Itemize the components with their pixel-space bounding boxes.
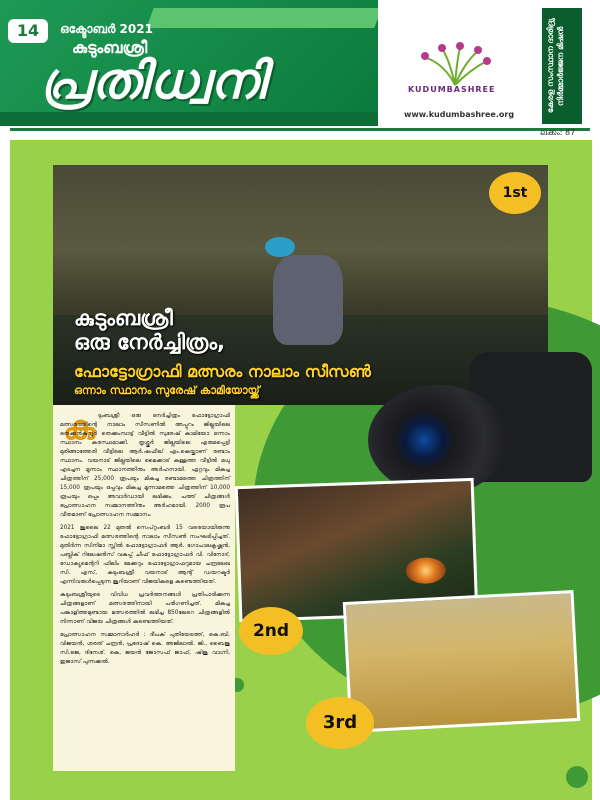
article-paragraph: പ്രോത്സാഹന സമ്മാനാർഹർ : ദീപക് പുതിയേടത്ത്, കെ.ബി. വിജയൻ, ശരത് ചന്ദ്രൻ, പ്രദോഷ് കെ. അജിലാൽ. ജി., ബൈജു സി.ജെ, ദിനേശ്. കെ, ജയൻ ജോസഫ് ജാഫ്, ഷിജു വാഗ്നി, ഇജാസ് പുന്നക്കൽ. xyxy=(60,632,230,665)
article-paragraph: 2021 ജൂലൈ 22 മുതൽ സെപ്റ്റംബർ 15 വരെയായിരുന്നു ഫോട്ടോഗ്രാഫി മത്സരത്തിന്റെ നാലാം സീസൺ സംഘടിപ്പിച്ചത്. മുതിർന്ന സിനിമാ സ്റ്റിൽ ഫോട്ടോഗ്രാഫർ ആർ. ഗോപാലകൃഷ്ണൻ, പബ്ലിക് റിലേഷൻസ് വകുപ്പ് ചീഫ് ഫോട്ടോഗ്രാഫർ വി. വിനോദ്, ഡോക്യുമെന്ററി ഫിലിം മേക്കറും ഫോട്ടോഗ്രാഫറുമായ ചന്ദ്രലേഖ സി. എസ്, കുടുംബശ്രീ വയനാട് ആന്റ് ഡയറക്ടർ എന്നിവരുൾപ്പെടുന്ന ജൂറിയാണ് വിജയികളെ കണ്ടെത്തിയത്. xyxy=(60,525,230,585)
third-place-badge: 3rd xyxy=(306,697,374,749)
second-place-badge: 2nd xyxy=(239,607,303,655)
photo-worker xyxy=(273,255,343,345)
first-place-badge: 1st xyxy=(489,172,541,214)
decor-dot xyxy=(566,766,588,788)
kudumbashree-logo-icon xyxy=(415,40,495,90)
brand-name: കുടുംബശ്രീ xyxy=(72,38,148,57)
headline-subtitle: ഫോട്ടോഗ്രാഫി മത്സരം നാലാം സീസൺ xyxy=(74,362,371,381)
article-paragraph: കുടുംബശ്രീയുടെ വിവിധ പ്രവർത്തനങ്ങൾ പ്രതിപാദിക്കുന്ന ചിത്രങ്ങളാണ് മത്സരത്തിനായി പരിഗണിച്ചത്. മികച്ച പങ്കാളിത്തമുണ്ടായ മത്സരത്തിൽ ലഭിച്ച 850ലേറെ ചിത്രങ്ങളിൽ നിന്നാണ് വിജയ ചിത്രങ്ങൾ കണ്ടെത്തിയത്. xyxy=(60,592,230,625)
page-number: 14 xyxy=(8,19,48,43)
winner-line: ഒന്നാം സ്ഥാനം സുരേഷ് കാമിയോയ്ക്ക് xyxy=(74,384,260,397)
drop-cap: കു xyxy=(63,408,95,448)
header-accent-strip xyxy=(146,8,381,28)
header-rule xyxy=(10,128,590,131)
headline-line2: ഒരു നേർച്ചിത്രം, xyxy=(74,330,225,354)
masthead-title: പ്രതിധ്വനി xyxy=(40,52,266,110)
photo-fire xyxy=(405,557,446,584)
article-paragraph: ടുംബശ്രീ ഒരു നേർച്ചിത്രം ഫോട്ടോഗ്രാഫി മത്സരത്തിന്റെ നാലാം സീസണിൽ അപ്പുറം ജില്ലയിലെ തെക്കൻകുറ്റൂർ തെക്കുംമ്പാട്ട് വീട്ടിൽ സുരേഷ് കാമിയോ ഒന്നാം സ്ഥാനം കരസ്ഥമാക്കി. തൃശ്ശൂർ ജില്ലയിലെ എരുമപ്പെട്ടി മുരിങ്ങാത്തേരി വീട്ടിലെ ആർ.ഷഫീഖ് എം.കെയ്ക്കാണ് രണ്ടാം സ്ഥാനം. വയനാട് ജില്ലയിലെ മൈക്കാട് കുള്ളത്ത വീട്ടിൽ മധു എടച്ചന മൂന്നാം സ്ഥാനത്തിനും അർഹനായി. ഏറ്റവും മികച്ച ചിത്രത്തിന് 25,000 രൂപയും മികച്ച രണ്ടാമത്തെ ചിത്രത്തിന് 15,000 രൂപയും ഒപ്പവും മികച്ച മൂന്നാമത്തെ ചിത്രത്തിന് 10,000 രൂപയും ഒപ്പം അവാർഡായി ലഭിക്കും. പത്ത് ചിത്രങ്ങൾ പ്രോത്സാഹന സമ്മാനത്തിനും അർഹമായി. 2000 രൂപ വീതമാണ് പ്രോത്സാഹന സമ്മാനം. xyxy=(60,413,230,518)
website-url[interactable]: www.kudumbashree.org xyxy=(404,110,515,119)
issue-date: ഒക്ടോബർ 2021 xyxy=(60,22,153,36)
article-body xyxy=(60,412,230,767)
photo-worker-head xyxy=(265,237,295,257)
logo-wordmark: KUDUMBASHREE xyxy=(408,85,496,94)
header-bottom-strip xyxy=(0,112,378,126)
issue-number: ലക്കം: 87 xyxy=(540,128,576,137)
mission-label: കേരള സംസ്ഥാന ദാരിദ്ര്യ നിർമ്മാർജ്ജന മിഷൻ xyxy=(546,18,565,114)
headline-line1: കുടുംബശ്രീ xyxy=(74,306,173,330)
third-place-photo xyxy=(343,590,581,733)
